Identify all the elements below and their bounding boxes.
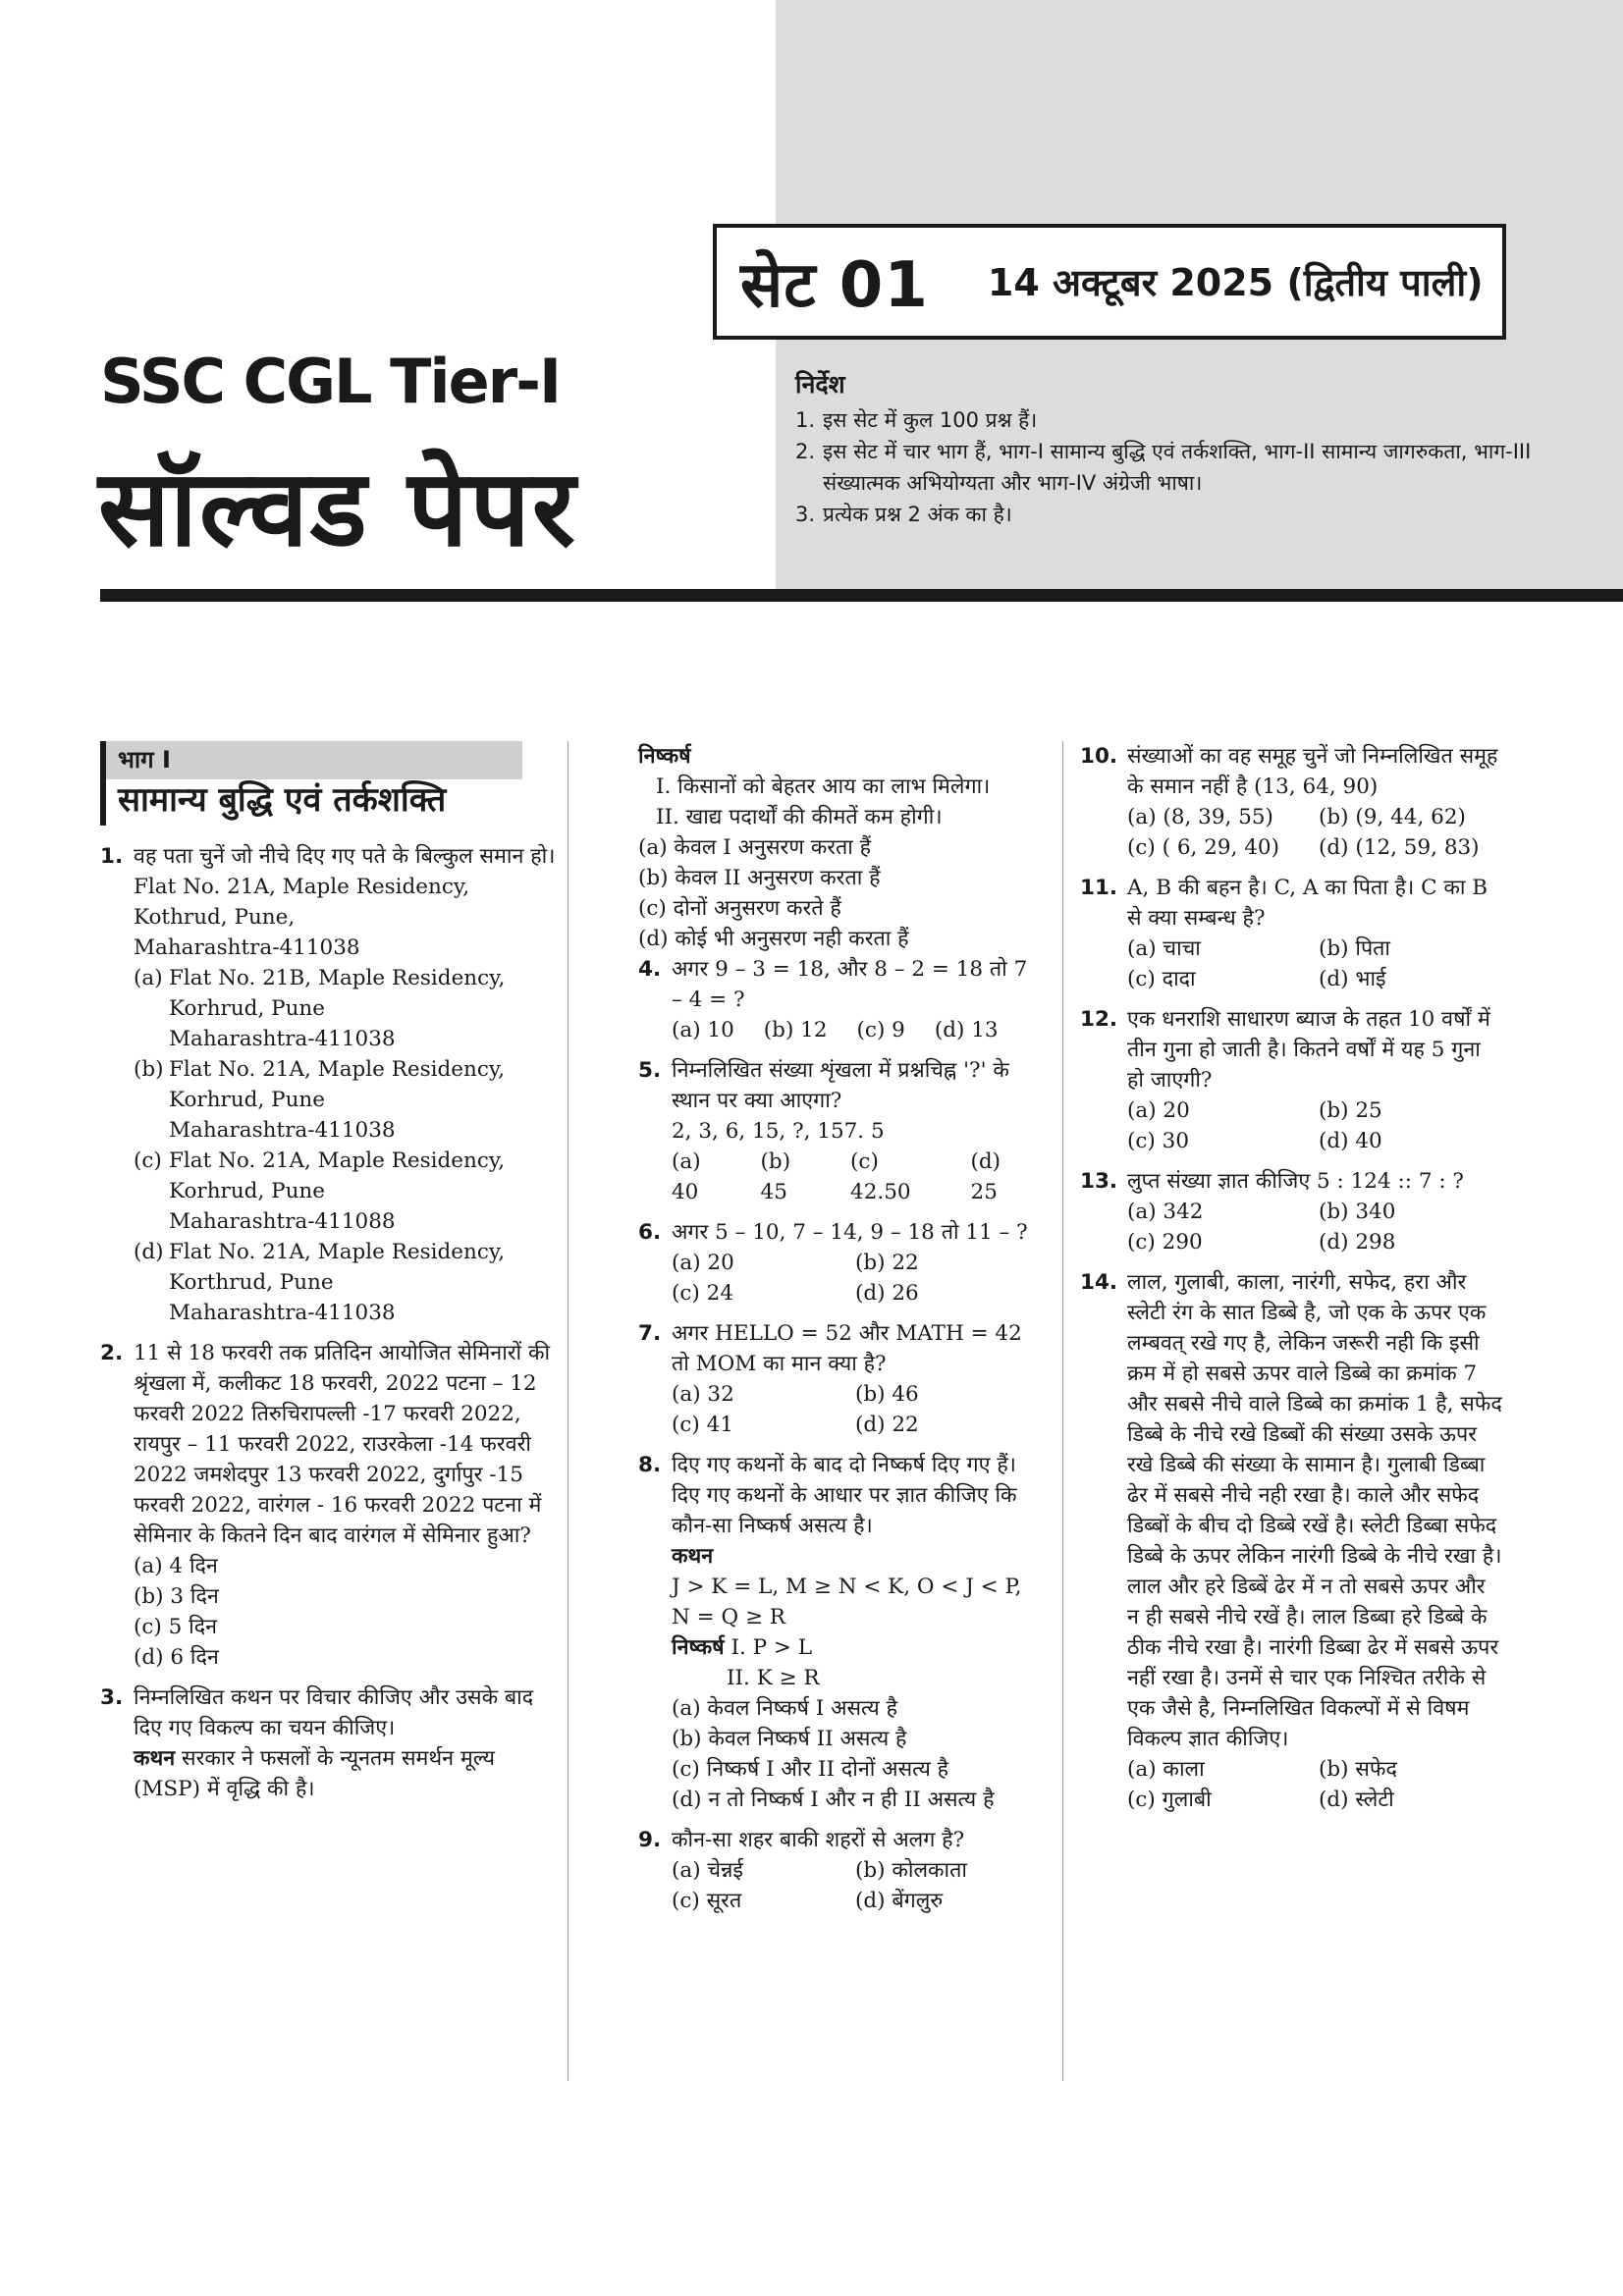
question-number: 5.: [638, 1058, 662, 1083]
option-b: (b) 340: [1319, 1200, 1396, 1224]
question-1: [100, 841, 562, 1328]
option-a: (a) 20: [1127, 1098, 1190, 1123]
option-a: (a) चेन्नई: [672, 1858, 743, 1883]
question-text: 11 से 18 फरवरी तक प्रतिदिन आयोजित सेमिनारों की श्रृंखला में, कलीकट 18 फरवरी, 2022 पटना – 12 फरवरी 2022 तिरुचिरापल्ली -17 फरवरी 2022, रायपुर – 11 फरवरी 2022, राउरकेला -14 फरवरी 2022 जमशेदपुर 13 फरवरी 2022, दुर्गापुर -15 फरवरी 2022, वारंगल - 16 फरवरी 2022 पटना में सेमिनार के कितने दिन बाद वारंगल में सेमिनार हुआ?: [134, 1341, 551, 1548]
option-line: Maharashtra-411038: [169, 1301, 396, 1325]
instruction-number: 1.: [795, 408, 816, 432]
conclusion-item: I. P > L: [730, 1635, 813, 1660]
question-number: 11.: [1080, 876, 1118, 900]
option-label: (a): [134, 966, 163, 990]
option-line: Maharashtra-411088: [169, 1209, 396, 1234]
instruction-item: [795, 404, 1581, 436]
option-c: (c) 41: [672, 1413, 734, 1437]
question-number: 3.: [100, 1685, 124, 1710]
option-c: (c) 290: [1127, 1230, 1203, 1255]
option-b: (b) 46: [855, 1382, 919, 1407]
question-5: [638, 1055, 1031, 1207]
option-d: (d) कोई भी अनुसरण नही करता हैं: [638, 927, 909, 951]
option-b: (b) कोलकाता: [855, 1858, 967, 1883]
option-line: Maharashtra-411038: [169, 1027, 396, 1051]
question-text: एक धनराशि साधारण ब्याज के तहत 10 वर्षों में तीन गुना हो जाती है। कितने वर्षों में यह 5 गुना हो जाएगी?: [1127, 1007, 1490, 1093]
option-c: (c) 9: [856, 1018, 905, 1042]
section-part-label: भाग I: [100, 741, 522, 779]
statement-label: कथन: [672, 1544, 714, 1569]
option-label: (c): [134, 1148, 162, 1173]
option-c: (c) 24: [672, 1281, 734, 1306]
option-a: (a) काला: [1127, 1757, 1205, 1782]
option-line: Flat No. 21A, Maple Residency,: [169, 1057, 506, 1082]
option-c: (c) 30: [1127, 1129, 1190, 1153]
option-c: (c) दादा: [1127, 967, 1196, 991]
option-d: (d) भाई: [1319, 967, 1386, 991]
question-7: [638, 1318, 1031, 1440]
instructions-block: [795, 369, 1581, 530]
option-b: (b) केवल II अनुसरण करता हैं: [638, 866, 881, 890]
question-10: [1080, 741, 1502, 863]
column-divider: [1062, 741, 1063, 2081]
option-d: (d) 25: [970, 1149, 1001, 1204]
exam-title: SSC CGL Tier-I: [100, 346, 561, 417]
option-a: (a) 342: [1127, 1200, 1204, 1224]
option-a: (a) चाचा: [1127, 936, 1201, 961]
question-number: 14.: [1080, 1270, 1118, 1295]
set-label: सेट 01: [740, 248, 929, 322]
column-2: [638, 741, 1031, 1926]
option-c: [134, 1146, 562, 1237]
question-3: [100, 1682, 562, 1804]
option-b: (b) पिता: [1319, 936, 1390, 961]
question-13: [1080, 1166, 1502, 1257]
option-a: (a) 4 दिन: [134, 1554, 218, 1578]
conclusion-item: I. किसानों को बेहतर आय का लाभ मिलेगा।: [656, 774, 991, 799]
instruction-number: 2.: [795, 440, 816, 463]
question-number: 2.: [100, 1341, 124, 1365]
question-text: संख्याओं का वह समूह चुनें जो निम्नलिखित समूह के समान नहीं है (13, 64, 90): [1127, 744, 1498, 799]
option-c: (c) सूरत: [672, 1889, 742, 1913]
instruction-text: इस सेट में चार भाग हैं, भाग-I सामान्य बुद्धि एवं तर्कशक्ति, भाग-II सामान्य जागरुकता, भाग-III संख्यात्मक अभियोग्यता और भाग-IV अंग्रेजी भाषा।: [823, 440, 1532, 495]
option-a: (a) 20: [672, 1251, 734, 1275]
instruction-text: प्रत्येक प्रश्न 2 अंक का है।: [823, 503, 1012, 526]
option-d: (d) (12, 59, 83): [1319, 835, 1480, 860]
question-number: 4.: [638, 957, 662, 982]
question-8: [638, 1450, 1031, 1815]
option-a: (a) केवल I अनुसरण करता हैं: [638, 835, 872, 860]
option-label: (d): [134, 1240, 164, 1264]
option-d: (d) 40: [1319, 1129, 1382, 1153]
instruction-item: [795, 499, 1581, 530]
question-text: दिए गए कथनों के बाद दो निष्कर्ष दिए गए हैं। दिए गए कथनों के आधार पर ज्ञात कीजिए कि कौन-सा निष्कर्ष असत्य है।: [672, 1453, 1017, 1538]
page-title: सॉल्वड पेपर: [98, 448, 577, 570]
option-line: Korhrud, Pune: [169, 1179, 325, 1203]
conclusion-label: निष्कर्ष: [638, 744, 691, 769]
instruction-number: 3.: [795, 503, 816, 526]
option-line: Korthrud, Pune: [169, 1270, 334, 1295]
option-a: [134, 963, 562, 1054]
option-b: (b) 45: [760, 1149, 791, 1204]
header-divider: [100, 589, 1623, 602]
option-a: (a) 10: [672, 1018, 734, 1042]
option-d: (d) बेंगलुरु: [855, 1889, 944, 1913]
option-d: (d) 26: [855, 1281, 919, 1306]
instructions-heading: निर्देश: [795, 370, 845, 399]
statement-text: सरकार ने फसलों के न्यूनतम समर्थन मूल्य (MSP) में वृद्धि की है।: [134, 1746, 496, 1801]
instruction-item: [795, 436, 1581, 499]
option-c: (c) गुलाबी: [1127, 1788, 1212, 1812]
option-b: (b) 12: [763, 1018, 828, 1042]
question-number: 1.: [100, 844, 124, 869]
question-text: A, B की बहन है। C, A का पिता है। C का B से क्या सम्बन्ध है?: [1127, 876, 1488, 931]
option-b: (b) 25: [1319, 1098, 1382, 1123]
question-text: अगर 9 – 3 = 18, और 8 – 2 = 18 तो 7 – 4 = ?: [672, 957, 1028, 1012]
option-line: Flat No. 21B, Maple Residency,: [169, 966, 506, 990]
question-number: 12.: [1080, 1007, 1118, 1032]
number-series: 2, 3, 6, 15, ?, 157. 5: [672, 1119, 885, 1144]
option-c: (c) 5 दिन: [134, 1615, 218, 1639]
option-d: (d) स्लेटी: [1319, 1788, 1394, 1812]
option-d: (d) न तो निष्कर्ष I और न ही II असत्य है: [672, 1788, 995, 1812]
option-d: (d) 6 दिन: [134, 1645, 219, 1670]
column-3: [1080, 741, 1502, 1825]
address-line: Maharashtra-411038: [134, 935, 360, 960]
statement-text: J > K = L, M ≥ N < K, O < J < P, N = Q ≥ R: [672, 1575, 1022, 1629]
option-line: Flat No. 21A, Maple Residency,: [169, 1240, 506, 1264]
question-12: [1080, 1004, 1502, 1156]
option-c: (c) 42.50: [850, 1149, 911, 1204]
column-1: [100, 741, 562, 1814]
conclusion-item: II. K ≥ R: [727, 1666, 820, 1690]
option-line: Flat No. 21A, Maple Residency,: [169, 1148, 506, 1173]
option-d: (d) 22: [855, 1413, 919, 1437]
set-date: 14 अक्टूबर 2025 (द्वितीय पाली): [987, 261, 1484, 304]
question-text: निम्नलिखित संख्या शृंखला में प्रश्नचिह्न '?' के स्थान पर क्या आएगा?: [672, 1058, 1009, 1113]
question-text: अगर 5 – 10, 7 – 14, 9 – 18 तो 11 – ?: [672, 1220, 1028, 1245]
option-b: (b) सफेद: [1319, 1757, 1397, 1782]
option-line: Maharashtra-411038: [169, 1118, 396, 1143]
address-line: Flat No. 21A, Maple Residency,: [134, 875, 470, 899]
question-2: [100, 1338, 562, 1673]
question-4: [638, 954, 1031, 1045]
question-3-continued: [638, 741, 1031, 954]
option-a: (a) 32: [672, 1382, 734, 1407]
question-number: 6.: [638, 1220, 662, 1245]
conclusion-item: II. खाद्य पदार्थों की कीमतें कम होगी।: [656, 805, 943, 829]
question-number: 10.: [1080, 744, 1118, 769]
question-number: 7.: [638, 1321, 662, 1346]
option-a: (a) 40: [672, 1149, 701, 1204]
option-d: [134, 1237, 562, 1328]
option-b: (b) केवल निष्कर्ष II असत्य है: [672, 1727, 907, 1751]
question-text: निम्नलिखित कथन पर विचार कीजिए और उसके बाद दिए गए विकल्प का चयन कीजिए।: [134, 1685, 534, 1740]
option-label: (b): [134, 1057, 164, 1082]
question-text: लाल, गुलाबी, काला, नारंगी, सफेद, हरा और स्लेटी रंग के सात डिब्बे है, जो एक के ऊपर एक लम्बवत् रखे गए है, लेकिन जरूरी नही कि इसी क्रम में हो सबसे ऊपर वाले डिब्बे का क्रमांक 7 और सबसे नीचे वाले डिब्बे का क्रमांक 1 है, सफेद डिब्बे के नीचे रखे डिब्बों की संख्या उसके ऊपर रखे डिब्बे की संख्या के सामान है। गुलाबी डिब्बा ढेर में सबसे नीचे नही रखा है। काले और सफेद डिब्बों के बीच दो डिब्बे रखें है। स्लेटी डिब्बा सफेद डिब्बे के ऊपर लेकिन नारंगी डिब्बे के नीचे रखा है। लाल और हरे डिब्बें ढेर में न तो सबसे ऊपर और न ही सबसे नीचे रखें है। लाल डिब्बा हरे डिब्बे के ठीक नीचे रखा है। नारंगी डिब्बा ढेर में सबसे ऊपर नहीं रखा है। उनमें से चार एक निश्चित तरीके से एक जैसे है, निम्नलिखित विकल्पों में से विषम विकल्प ज्ञात कीजिए।: [1127, 1270, 1502, 1751]
option-b: (b) (9, 44, 62): [1319, 805, 1466, 829]
option-d: (d) 298: [1319, 1230, 1396, 1255]
statement-label: कथन: [134, 1746, 176, 1771]
question-text: अगर HELLO = 52 और MATH = 42 तो MOM का मान क्या है?: [672, 1321, 1022, 1376]
option-a: (a) (8, 39, 55): [1127, 805, 1273, 829]
option-c: (c) ( 6, 29, 40): [1127, 835, 1279, 860]
option-a: (a) केवल निष्कर्ष I असत्य है: [672, 1696, 897, 1721]
option-c: (c) दोनों अनुसरण करते हैं: [638, 896, 841, 921]
option-line: Korhrud, Pune: [169, 1088, 325, 1112]
conclusion-label: निष्कर्ष: [672, 1635, 725, 1660]
set-header-box: [713, 224, 1506, 340]
option-line: Korhrud, Pune: [169, 996, 325, 1021]
question-11: [1080, 873, 1502, 994]
question-number: 8.: [638, 1453, 662, 1477]
option-b: (b) 22: [855, 1251, 919, 1275]
question-number: 13.: [1080, 1169, 1118, 1194]
question-text: कौन-सा शहर बाकी शहरों से अलग है?: [672, 1828, 965, 1852]
section-title: सामान्य बुद्धि एवं तर्कशक्ति: [100, 779, 562, 826]
question-text: वह पता चुनें जो नीचे दिए गए पते के बिल्कुल समान हो।: [134, 844, 556, 869]
option-b: [134, 1054, 562, 1146]
option-d: (d) 13: [934, 1018, 999, 1042]
option-c: (c) निष्कर्ष I और II दोनों असत्य है: [672, 1757, 949, 1782]
question-9: [638, 1825, 1031, 1916]
question-6: [638, 1217, 1031, 1308]
question-number: 9.: [638, 1828, 662, 1852]
address-line: Kothrud, Pune,: [134, 905, 296, 930]
option-b: (b) 3 दिन: [134, 1584, 219, 1609]
instruction-text: इस सेट में कुल 100 प्रश्न हैं।: [823, 408, 1038, 432]
question-text: लुप्त संख्या ज्ञात कीजिए 5 : 124 :: 7 : ?: [1127, 1169, 1464, 1194]
question-14: [1080, 1267, 1502, 1815]
